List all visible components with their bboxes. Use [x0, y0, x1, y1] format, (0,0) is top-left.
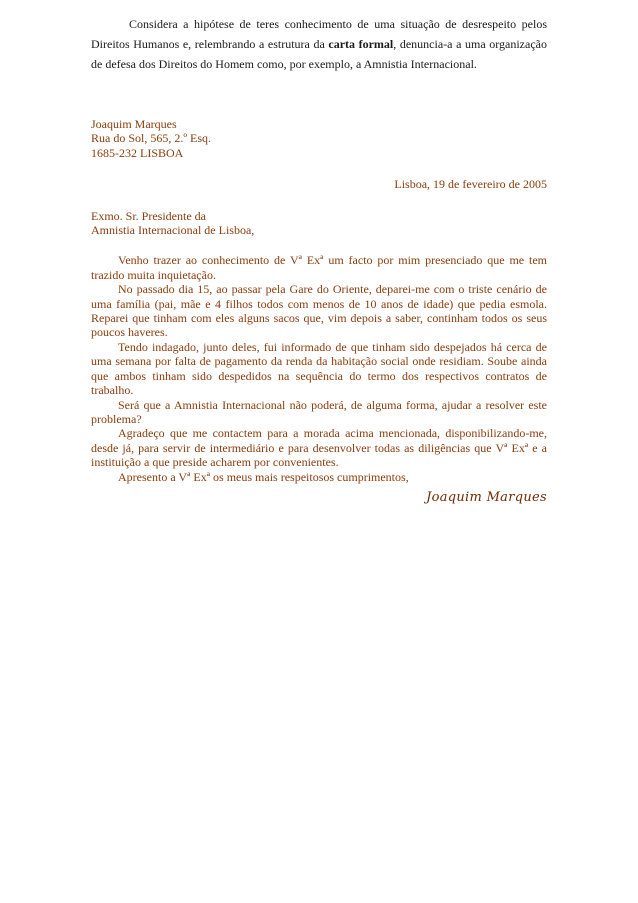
body-paragraph-3: Tendo indagado, junto deles, fui informado de que tinham sido despejados há cerca de uma semana por falta de pagamento da renda da habitação social onde residiam. Soube ainda que ambos tinham sido despedidos na sequência do termo dos respectivos contratos de trabalho. — [91, 339, 547, 398]
formal-letter — [91, 117, 547, 505]
sender-name: Joaquim Marques — [91, 117, 177, 131]
body-paragraph-6: Apresento a Vª Exª os meus mais respeitosos cumprimentos, — [118, 469, 409, 484]
sender-postal-code: 1685-232 LISBOA — [91, 145, 184, 160]
letter-body — [91, 253, 547, 484]
instruction-paragraph — [91, 14, 547, 74]
sender-street: Rua do Sol, 565, 2.º Esq. — [91, 131, 212, 146]
sender-address — [91, 117, 547, 160]
exercise-instruction — [91, 14, 547, 74]
recipient-line-2: Amnistia Internacional de Lisboa, — [91, 223, 255, 238]
recipient-line-1: Exmo. Sr. Presidente da — [91, 208, 206, 223]
body-paragraph-4: Será que a Amnistia Internacional não poderá, de alguma forma, ajudar a resolver este problema? — [91, 397, 547, 426]
letter-date: Lisboa, 19 de fevereiro de 2005 — [394, 177, 547, 192]
recipient-address — [91, 209, 547, 238]
body-paragraph-2: No passado dia 15, ao passar pela Gare do Oriente, deparei-me com o triste cenário de uma família (pai, mãe e 4 filhos todos com menos de 10 anos de idade) que pedia esmola. Reparei que tinham com eles alguns sacos que, vim depois a saber, continham todos os seus poucos haveres. — [91, 282, 547, 340]
body-paragraph-5: Agradeço que me contactem para a morada acima mencionada, disponibilizando-me, desde já, para servir de intermediário e para desenvolver todas as diligências que Vª Exª e a instituição a que preside acharem por convenientes. — [91, 426, 547, 470]
signature: Joaquim Marques — [426, 489, 547, 505]
instruction-emphasis: carta formal — [328, 37, 394, 51]
instruction-text-before: Considera a hipótese de teres conhecimento de uma situação de desrespeito pelos Direitos Humanos e, relembrando a estrutura da — [91, 17, 547, 51]
instruction-text-after: , denuncia-a a uma organização de defesa dos Direitos do Homem como, por exemplo, a Amnistia Internacional. — [91, 37, 547, 71]
body-paragraph-1: Venho trazer ao conhecimento de Vª Exª um facto por mim presenciado que me tem trazido muita inquietação. — [91, 253, 547, 282]
